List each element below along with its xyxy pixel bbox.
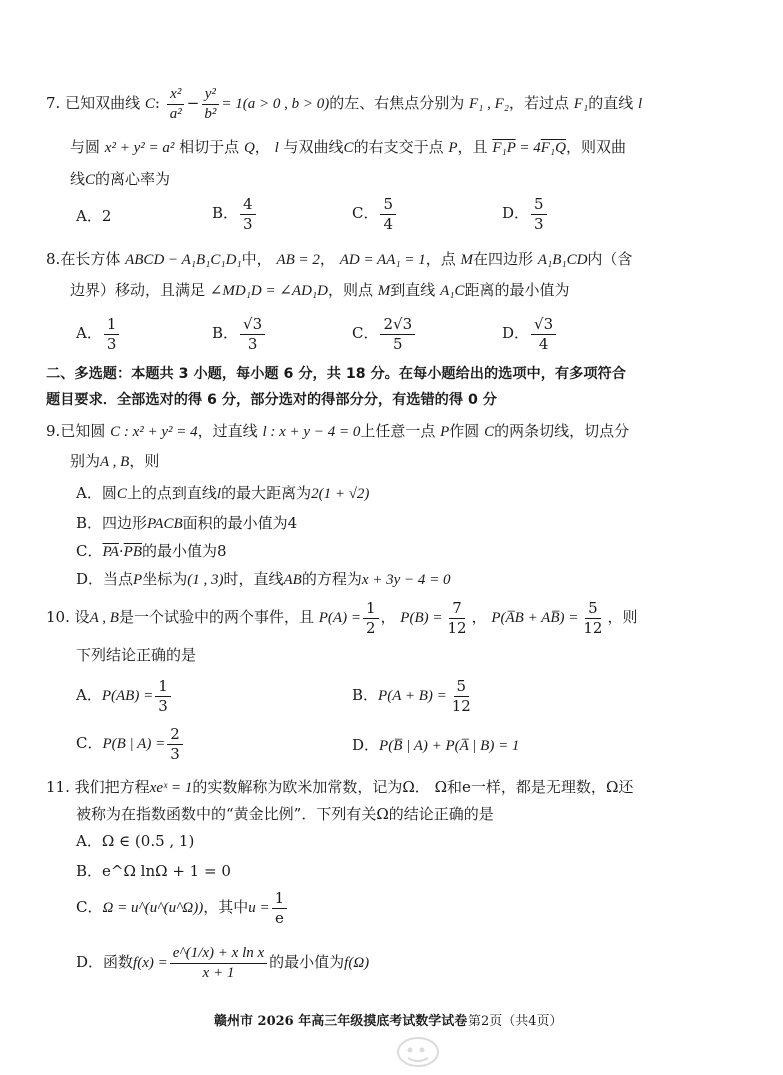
q7-option-a: A．2 [76,207,112,225]
q11-option-a: A．Ω ∈ (0.5 , 1) [76,832,195,850]
q7-line2: 与圆 x² + y² = a² 相切于点 Q， l 与双曲线C的右支交于点 P，且 F₁P = 4F₁Q，则双曲 [70,138,626,156]
q10-option-a: A．P(AB) = $\frac{1}{3}$ [76,678,173,714]
q10-option-b: B．P(A + B) = $\frac{5}{12}$ [352,677,471,715]
watermark-icon [394,1030,442,1070]
q7-frac-y: $\frac{\text{y²}}{\text{b²}}$ [201,86,219,122]
section2-heading-line1: 二、多选题：本题共 3 小题，每小题 6 分，共 18 分。在每小题给出的选项中，有多项符合 [46,366,626,382]
q11-line1: 11. 我们把方程xeˣ = 1的实数解称为欧米加常数，记为Ω． Ω和e一样，都是无理数，Ω还 [46,778,634,796]
q7-frac-x: $\frac{\text{x²}}{\text{a²}}$ [167,86,185,122]
q11-line2: 被称为在指数函数中的“黄金比例”．下列有关Ω的结论正确的是 [76,805,494,823]
footer-exam-title: 赣州市 2026 年高三年级摸底考试数学试卷 [214,1014,468,1029]
q7-option-d: D． $\frac{5}{3}$ [502,196,549,232]
q11-option-d: D．函数f(x) = $\frac{\text{e\textasciicircum{}(1/x) + x ln x}}{x + 1}$ 的最小值为f(Ω) [76,945,370,981]
section2-heading-line2: 题目要求．全部选对的得 6 分，部分选对的得部分分，有选错的得 0 分 [46,392,497,408]
q7-line3: 线C的离心率为 [70,170,171,188]
q9-option-d: D．当点P坐标为(1 , 3)时，直线AB的方程为x + 3y − 4 = 0 [76,570,451,588]
q9-line2: 别为A , B，则 [70,452,160,470]
q7-option-b: B． $\frac{4}{3}$ [212,196,258,232]
q7-option-c: C． $\frac{5}{4}$ [352,196,398,232]
q11-option-c: C．Ω = u^(u^(u^Ω))，其中u = $\frac{1}{e}$ [76,890,289,926]
q11-option-b: B．e^Ω lnΩ + 1 = 0 [76,862,231,880]
q8-option-a: A． $\frac{1}{3}$ [76,316,121,352]
q10-option-d: D．P(B̅ | A) + P(A̅ | B) = 1 [352,736,520,754]
q8-option-c: C． $\frac{2√3}{5}$ [352,316,417,352]
q10-line2: 下列结论正确的是 [76,646,197,664]
q10-option-c: C．P(B | A) = $\frac{2}{3}$ [76,726,185,762]
footer-page-number: 第2页（共4页） [468,1014,563,1029]
q9-option-b: B．四边形PACB面积的最小值为4 [76,514,298,532]
q8-line1: 8.在长方体 ABCD − A₁B₁C₁D₁中， AB = 2， AD = AA₁ = 1，点 M在四边形 A₁B₁CD内（含 [46,250,633,268]
q9-option-c: C．$\overline{PA}\cdot\overline{PB}$的最小值为8 [76,542,227,560]
q10-line1: 10. 设A , B是一个试验中的两个事件，且 P(A) = $\frac{1}{2}$ ， P(B) = $\frac{7}{12}$ ， P(A̅B + AB̅) = $\frac{5}{12}$ ，则 [46,599,638,637]
q9-line1: 9.已知圆 C : x² + y² = 4，过直线 l : x + y − 4 = 0上任意一点 P作圆 C的两条切线，切点分 [46,422,630,440]
q8-line2: 边界）移动，且满足 ∠MD₁D = ∠AD₁D，则点 M到直线 A₁C距离的最小值为 [70,281,570,299]
q8-option-b: B． $\frac{√3}{3}$ [212,316,267,352]
q8-option-d: D． $\frac{√3}{4}$ [502,316,558,352]
q9-option-a: A．圆C上的点到直线l的最大距离为2(1 + √2) [76,484,370,502]
q7-line1: 7. 已知双曲线 C: $\frac{\text{x²}}{\text{a²}}$ − $\frac{\text{y²}}{\text{b²}}$ = 1(a > 0 , b > 0)的左、右焦点分别为 F₁ , F₂，若过点 F₁的直线 l [46,86,643,122]
